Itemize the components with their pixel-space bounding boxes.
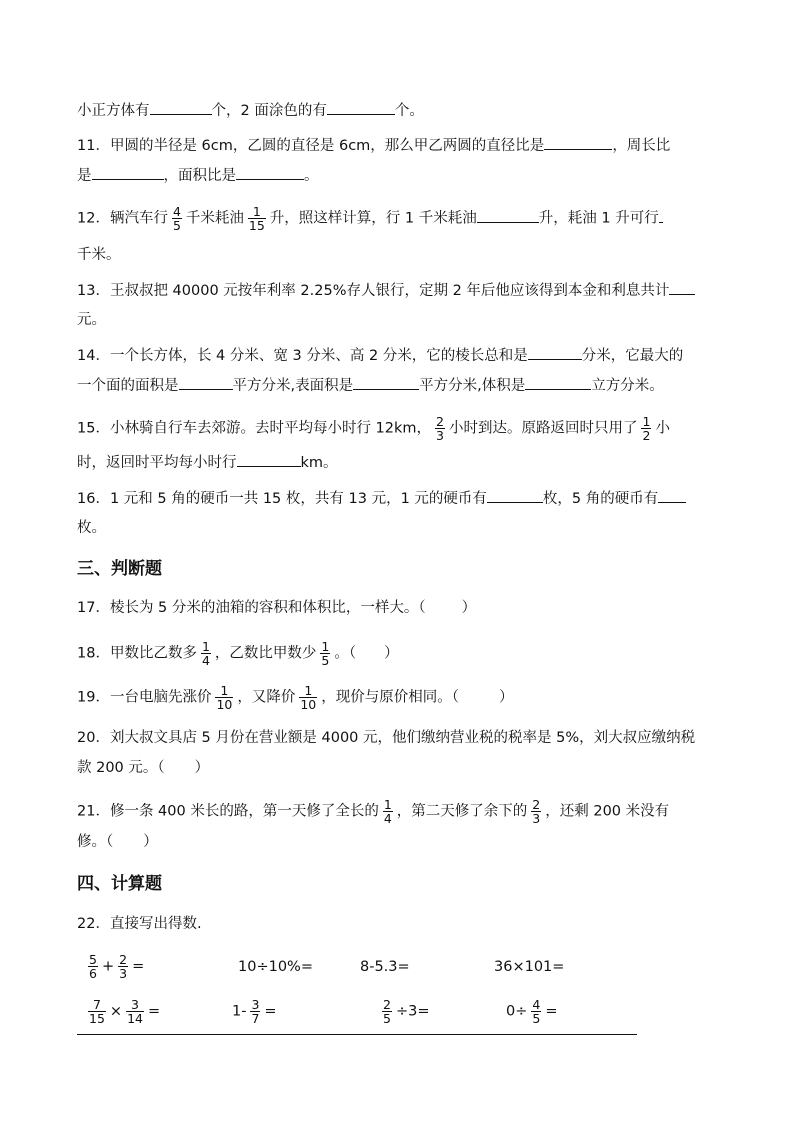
answer-blank[interactable] [353, 375, 419, 390]
q15-text: 15．小林骑自行车去郊游。去时平均每小时行 12km， [77, 420, 432, 437]
calc-item-2: 10÷10%= [238, 959, 313, 975]
fraction: $\frac{2}{3}$ [436, 414, 444, 443]
answer-blank[interactable] [150, 100, 212, 115]
calc-item-7: $\frac{2}{5}$ ÷3= [383, 997, 430, 1026]
fraction: $\frac{2}{3}$ [532, 797, 541, 826]
q11-text: 11．甲圆的半径是 6cm，乙圆的直径是 6cm，那么甲乙两圆的直径比是 [77, 138, 545, 154]
fraction: $\frac{3}{7}$ [251, 997, 260, 1026]
fraction: $\frac{7}{15}$ [89, 997, 105, 1026]
answer-blank[interactable] [669, 280, 695, 295]
calc-item-1: $\frac{5}{6}$ + $\frac{2}{3}$ = [89, 952, 145, 981]
fraction: $\frac{1}{2}$ [642, 414, 651, 443]
q19-text: ，又降价 [237, 689, 296, 706]
question-15-line1 [77, 415, 724, 442]
q21-text: ，第二天修了余下的 [396, 803, 528, 820]
question-16-line1 [77, 488, 724, 509]
question-17: 17．棱长为 5 分米的油箱的容积和体积比，一样大。（ ） [77, 600, 477, 616]
question-21-line2: 修。（ ） [77, 834, 158, 850]
answer-blank[interactable] [659, 208, 663, 223]
q14-text: 14．一个长方体，长 4 分米、宽 3 分米、高 2 分米，它的棱长总和是 [77, 348, 528, 364]
question-20-line2: 款 200 元。（ ） [77, 760, 210, 776]
q12-text: 12．辆汽车行 [77, 210, 168, 227]
q12-text: 升，照这样计算，行 1 千米耗油 [269, 210, 477, 227]
fraction: $\frac{1}{5}$ [321, 639, 330, 668]
q12-text: 升，耗油 1 升可行 [538, 210, 659, 227]
q21-text: 21．修一条 400 米长的路，第一天修了全长的 [77, 803, 379, 820]
q14-text: 平方分米,体积是 [419, 378, 526, 394]
answer-blank[interactable] [525, 375, 591, 390]
q18-text: 。（ [334, 645, 357, 662]
q15-text: km。 [300, 455, 338, 471]
q20-text: 款 200 元。（ [77, 760, 165, 776]
q10-text-a: 小正方体有 [77, 103, 150, 119]
calc-item-3: 8-5.3= [360, 959, 410, 975]
fraction: $\frac{3}{14}$ [127, 997, 143, 1026]
answer-blank[interactable] [487, 488, 543, 503]
section-heading-calculation: 四、计算题 [77, 874, 162, 894]
calc-item-5: $\frac{7}{15}$ × $\frac{3}{14}$ = [89, 997, 161, 1026]
answer-blank[interactable] [236, 165, 304, 180]
q16-text: 枚。 [77, 520, 106, 536]
question-18: 18．甲数比乙数多 $\frac{1}{4}$ ，乙数比甲数少 $\frac{1}{5}$ 。（ ） [77, 639, 399, 668]
fraction: $\frac{4}{5}$ [532, 997, 541, 1026]
q13-text: 元。 [77, 312, 106, 328]
question-20-line1 [77, 728, 724, 748]
q16-text: 16．1 元和 5 角的硬币一共 15 枚，共有 13 元，1 元的硬币有 [77, 491, 487, 507]
calc-item-4: 36×101= [494, 959, 565, 975]
q10-text-c: 个。 [394, 103, 424, 119]
q19-text: ，现价与原价相同。（ [321, 689, 460, 706]
q20-text: 20．刘大叔文具店 5 月份在营业额是 4000 元，他们缴纳营业税的税率是 5%，刘大叔应缴纳税 [77, 730, 696, 746]
q21-text: ，还剩 200 米没有 [545, 803, 670, 820]
horizontal-rule [77, 1034, 637, 1035]
q11-text: 是 [77, 168, 92, 184]
q18-text: ，乙数比甲数少 [214, 645, 317, 662]
fraction: $\frac{4}{5}$ [172, 204, 181, 233]
question-14-line1 [77, 345, 724, 366]
fraction: $\frac{2}{5}$ [383, 997, 391, 1026]
q16-text: 枚，5 角的硬币有 [542, 491, 659, 507]
fraction: $\frac{1}{10}$ [300, 683, 317, 712]
q13-text: 13．王叔叔把 40000 元按年利率 2.25%存人银行，定期 2 年后他应该得到本金和利息共计 [77, 283, 670, 299]
question-10-line2 [77, 100, 724, 121]
q14-text: 分米，它最大的 [581, 348, 684, 364]
answer-blank[interactable] [528, 345, 582, 360]
answer-blank[interactable] [92, 165, 164, 180]
question-19: 19．一台电脑先涨价 $\frac{1}{10}$ ，又降价 $\frac{1}{10}$ ，现价与原价相同。（ ） [77, 683, 514, 712]
section-heading-judgement: 三、判断题 [77, 559, 162, 579]
q21-text: 修。（ [77, 834, 114, 850]
fraction: $\frac{1}{15}$ [248, 204, 265, 233]
q15-text: 小 [655, 420, 670, 437]
fraction: $\frac{2}{3}$ [119, 952, 128, 981]
calc-item-8: 0÷ $\frac{4}{5}$ = [506, 997, 558, 1026]
question-12-line2 [77, 245, 724, 265]
answer-blank[interactable] [658, 488, 686, 503]
fraction: $\frac{1}{10}$ [216, 683, 233, 712]
q12-text: 千米。 [77, 247, 121, 263]
question-11-line1 [77, 135, 724, 156]
fraction: $\frac{1}{4}$ [383, 797, 392, 826]
answer-blank[interactable] [327, 100, 395, 115]
q14-text: 立方分米。 [591, 378, 664, 394]
answer-blank[interactable] [237, 452, 301, 467]
q11-text: ，面积比是 [163, 168, 236, 184]
answer-blank[interactable] [544, 135, 612, 150]
q12-text: 千米耗油 [185, 210, 244, 227]
answer-blank[interactable] [477, 208, 539, 223]
q11-text: 。 [304, 168, 319, 184]
question-13-line1 [77, 280, 724, 301]
question-21-line1 [77, 798, 724, 825]
fraction: $\frac{5}{6}$ [89, 952, 97, 981]
q10-text-b: 个，2 面涂色的有 [211, 103, 327, 119]
q19-text: 19．一台电脑先涨价 [77, 689, 212, 706]
q22-text: 22．直接写出得数. [77, 916, 202, 932]
q17-text: 17．棱长为 5 分米的油箱的容积和体积比，一样大。（ [77, 600, 426, 616]
q14-text: 一个面的面积是 [77, 378, 179, 394]
question-22 [77, 914, 724, 934]
question-15-line2 [77, 452, 724, 473]
question-11-line2 [77, 165, 724, 186]
q15-text: 小时到达。原路返回时只用了 [448, 420, 638, 437]
fraction: $\frac{1}{4}$ [201, 639, 210, 668]
q15-text: 时，返回时平均每小时行 [77, 455, 237, 471]
answer-blank[interactable] [179, 375, 233, 390]
q11-text: ，周长比 [612, 138, 671, 154]
question-14-line2 [77, 375, 724, 396]
question-13-line2 [77, 310, 724, 330]
calc-item-6: 1- $\frac{3}{7}$ = [232, 997, 277, 1026]
q14-text: 平方分米,表面积是 [232, 378, 354, 394]
question-12-line1 [77, 205, 724, 232]
question-16-line2 [77, 518, 724, 538]
q18-text: 18．甲数比乙数多 [77, 645, 197, 662]
